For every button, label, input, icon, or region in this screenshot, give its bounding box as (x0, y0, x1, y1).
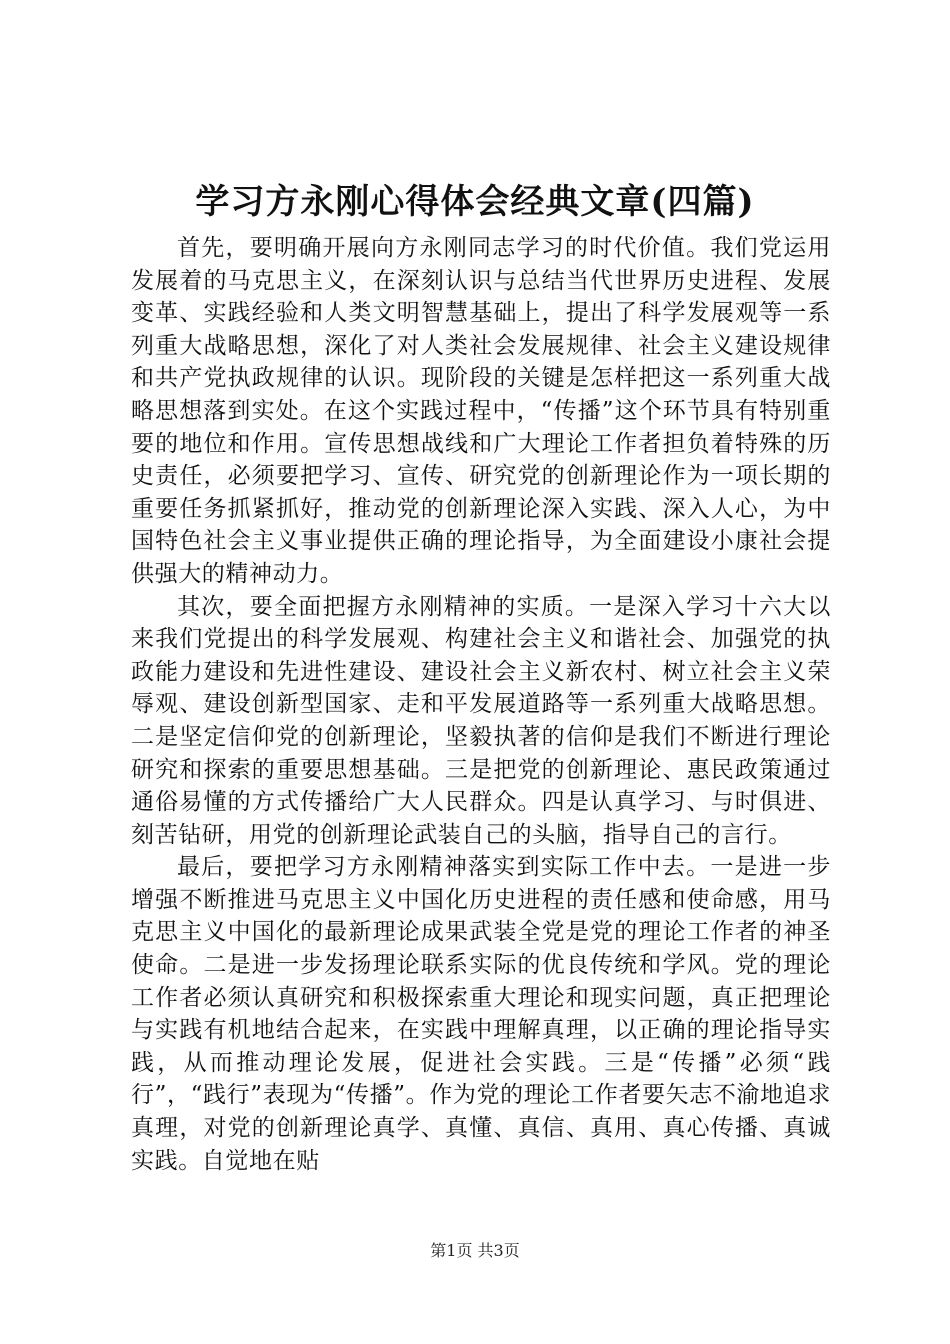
paragraph-2: 其次，要全面把握方永刚精神的实质。一是深入学习十六大以来我们党提出的科学发展观、构建社会主义和谐社会、加强党的执政能力建设和先进性建设、建设社会主义新农村、树立社会主义荣辱观、建设创新型国家、走和平发展道路等一系列重大战略思想。二是坚定信仰党的创新理论，坚毅执著的信仰是我们不断进行理论研究和探索的重要思想基础。三是把党的创新理论、惠民政策通过通俗易懂的方式传播给广大人民群众。四是认真学习、与时俱进、刻苦钻研，用党的创新理论武装自己的头脑，指导自己的言行。 (131, 593, 831, 848)
document-title: 学习方永刚心得体会经典文章(四篇) (195, 182, 755, 222)
document-body (131, 232, 831, 1177)
paragraph-3: 最后，要把学习方永刚精神落实到实际工作中去。一是进一步增强不断推进马克思主义中国化历史进程的责任感和使命感，用马克思主义中国化的最新理论成果武装全党是党的理论工作者的神圣使命。二是进一步发扬理论联系实际的优良传统和学风。党的理论工作者必须认真研究和积极探索重大理论和现实问题，真正把理论与实践有机地结合起来，在实践中理解真理，以正确的理论指导实践，从而推动理论发展，促进社会实践。三是“传播”必须“践行”，“践行”表现为“传播”。作为党的理论工作者要矢志不渝地追求真理，对党的创新理论真学、真懂、真信、真用、真心传播、真诚实践。自觉地在贴 (131, 854, 831, 1174)
paragraph-1: 首先，要明确开展向方永刚同志学习的时代价值。我们党运用发展着的马克思主义，在深刻认识与总结当代世界历史进程、发展变革、实践经验和人类文明智慧基础上，提出了科学发展观等一系列重大战略思想，深化了对人类社会发展规律、社会主义建设规律和共产党执政规律的认识。现阶段的关键是怎样把这一系列重大战略思想落到实处。在这个实践过程中，“传播”这个环节具有特别重要的地位和作用。宣传思想战线和广大理论工作者担负着特殊的历史责任，必须要把学习、宣传、研究党的创新理论作为一项长期的重要任务抓紧抓好，推动党的创新理论深入实践、深入人心，为中国特色社会主义事业提供正确的理论指导，为全面建设小康社会提供强大的精神动力。 (131, 235, 831, 587)
page-number-footer: 第1页 共3页 (430, 1241, 520, 1260)
